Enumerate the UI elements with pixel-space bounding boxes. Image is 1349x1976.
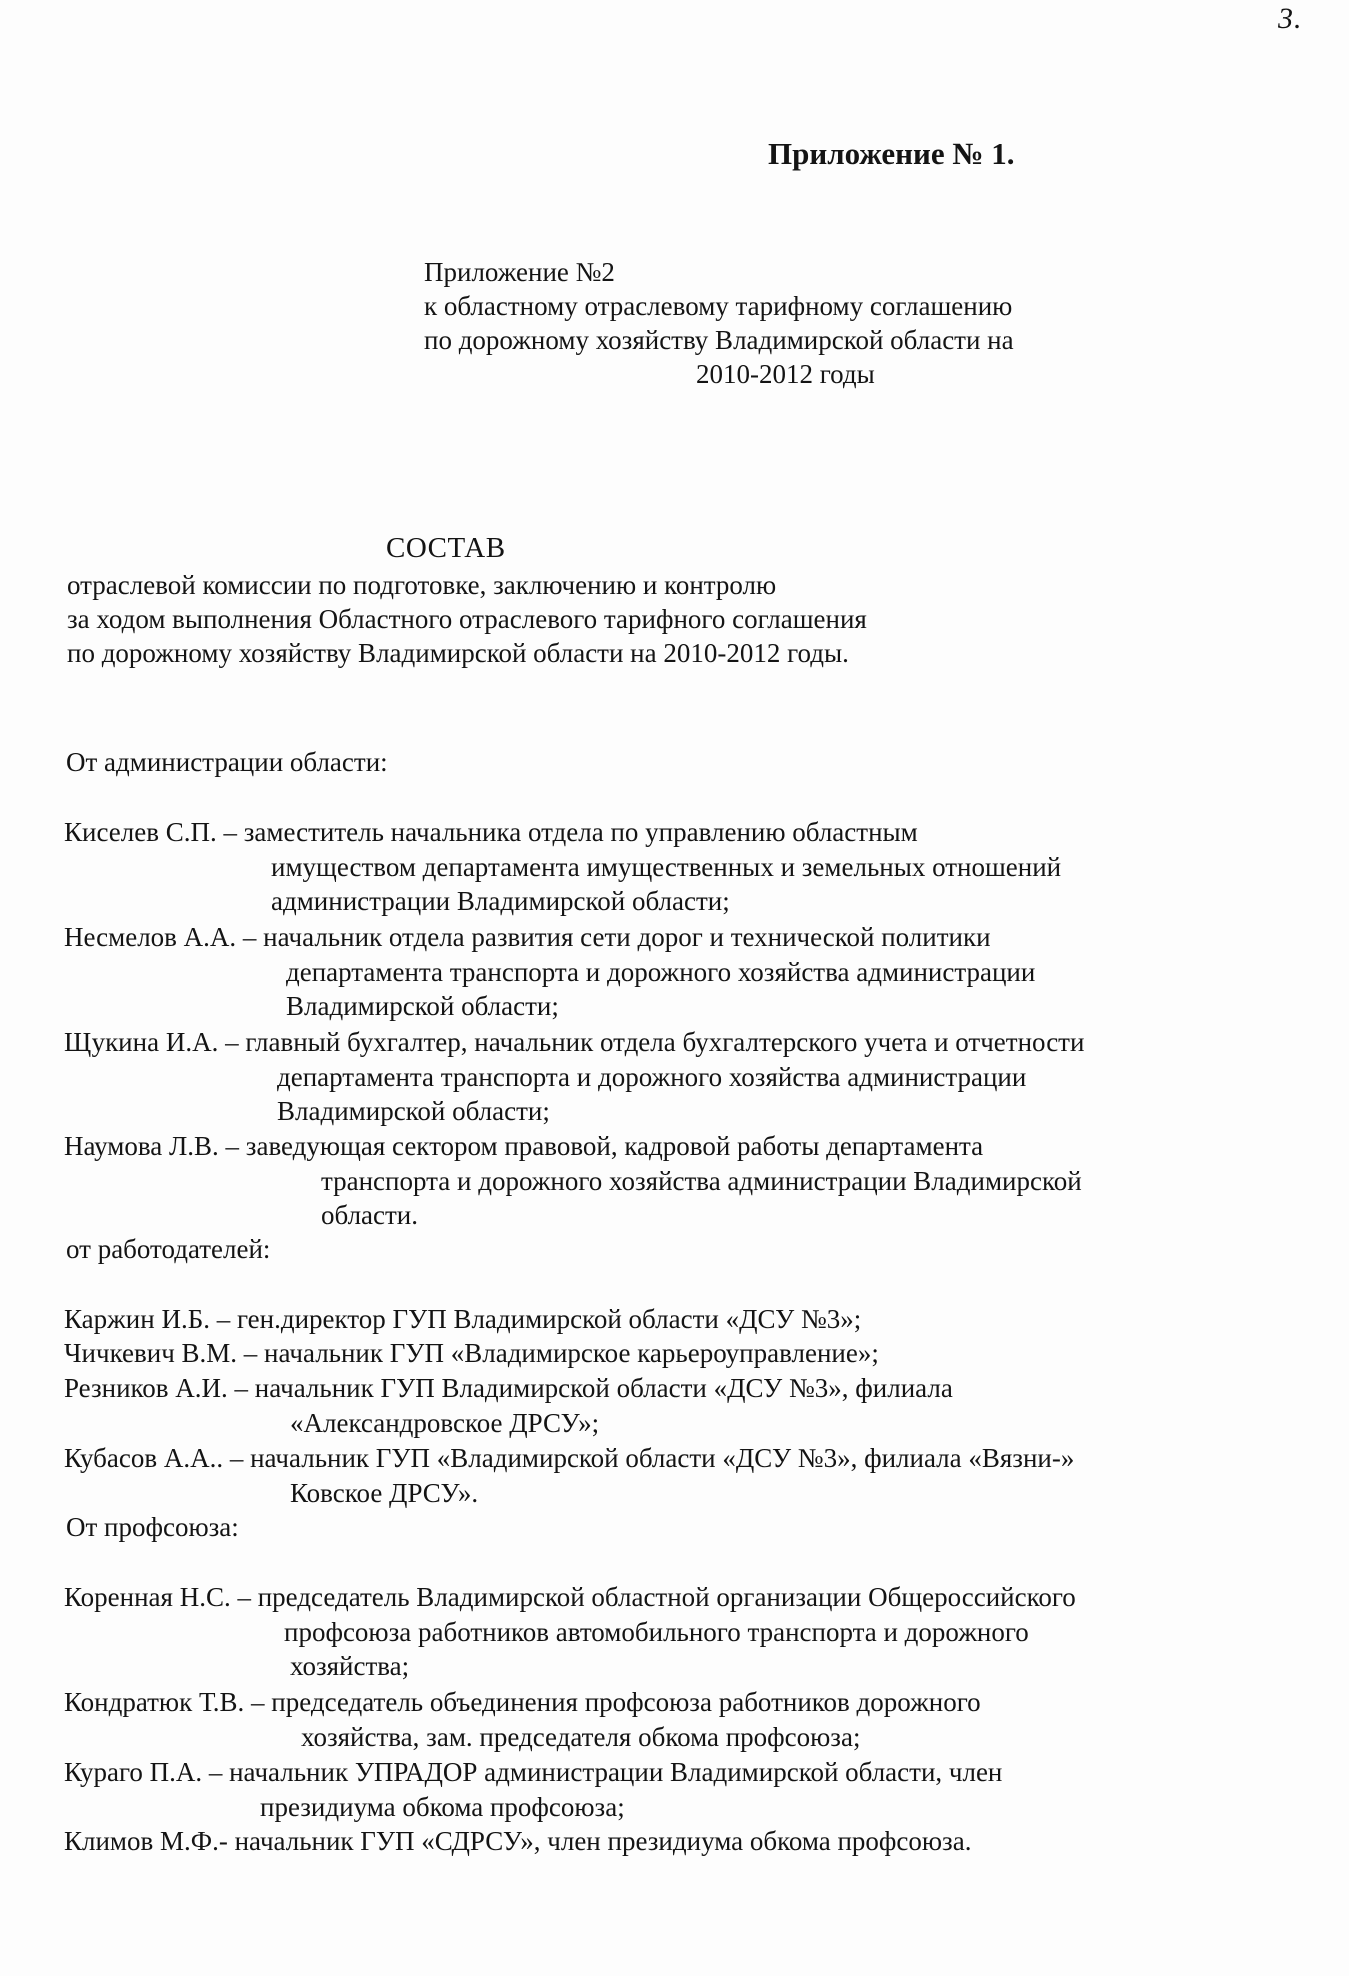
- member-entry: [64, 1129, 1082, 1233]
- member-line: президиума обкома профсоюза;: [260, 1791, 625, 1822]
- member-line: Владимирской области;: [277, 1096, 550, 1126]
- member-line: Кубасов А.А.. – начальник ГУП «Владимирской области «ДСУ №3», филиала «Вязни-»: [64, 1443, 1075, 1473]
- member-line: департамента транспорта и дорожного хозяйства администрации: [286, 956, 1036, 987]
- member-entry: [64, 1824, 971, 1859]
- subtitle-line: за ходом выполнения Областного отраслевого тарифного соглашения: [67, 604, 867, 634]
- member-entry: [64, 1302, 861, 1337]
- member-entry: [64, 815, 1061, 919]
- member-line: Ковское ДРСУ».: [290, 1477, 479, 1508]
- member-line: Каржин И.Б. – ген.директор ГУП Владимирской области «ДСУ №3»;: [64, 1304, 862, 1334]
- member-line: Владимирской области;: [286, 991, 559, 1021]
- member-line: хозяйства;: [290, 1651, 410, 1681]
- member-line: администрации Владимирской области;: [271, 886, 730, 916]
- appendix-1-heading: Приложение № 1.: [768, 136, 1015, 171]
- member-entry: [64, 1371, 953, 1440]
- member-entry: [64, 1441, 1074, 1510]
- member-entry: [64, 1336, 879, 1371]
- member-line: департамента транспорта и дорожного хозяйства администрации: [277, 1061, 1027, 1092]
- member-line: Резников А.И. – начальник ГУП Владимирской области «ДСУ №3», филиала: [64, 1373, 953, 1403]
- section-label-employers: от работодателей:: [66, 1234, 271, 1264]
- document-subtitle: [67, 568, 867, 670]
- member-line: «Александровское ДРСУ»;: [290, 1407, 600, 1438]
- appendix-2-line: Приложение №2: [424, 257, 615, 287]
- member-line: Кондратюк Т.В. – председатель объединения профсоюза работников дорожного: [64, 1687, 981, 1717]
- member-entry: [64, 1685, 981, 1754]
- member-line: транспорта и дорожного хозяйства администрации Владимирской: [321, 1165, 1082, 1196]
- appendix-2-line: 2010-2012 годы: [696, 359, 875, 389]
- section-label-trade-union: От профсоюза:: [66, 1512, 239, 1542]
- subtitle-line: по дорожному хозяйству Владимирской области на 2010-2012 годы.: [67, 638, 849, 668]
- member-entry: [64, 1580, 1076, 1684]
- member-line: Несмелов А.А. – начальник отдела развития сети дорог и технической политики: [64, 922, 991, 952]
- member-line: Щукина И.А. – главный бухгалтер, начальник отдела бухгалтерского учета и отчетности: [64, 1027, 1085, 1057]
- member-entry: [64, 1755, 1002, 1824]
- appendix-2-block: [424, 255, 1014, 391]
- member-line: Кураго П.А. – начальник УПРАДОР администрации Владимирской области, член: [64, 1757, 1003, 1787]
- page-number: 3.: [1278, 2, 1303, 35]
- subtitle-line: отраслевой комиссии по подготовке, заключению и контролю: [67, 570, 777, 600]
- member-line: Чичкевич В.М. – начальник ГУП «Владимирское карьероуправление»;: [64, 1338, 879, 1368]
- document-title: СОСТАВ: [386, 532, 506, 564]
- member-line: Киселев С.П. – заместитель начальника отдела по управлению областным: [64, 817, 918, 847]
- section-label-administration: От администрации области:: [66, 747, 388, 777]
- member-line: Наумова Л.В. – заведующая сектором правовой, кадровой работы департамента: [64, 1131, 984, 1161]
- member-line: профсоюза работников автомобильного транспорта и дорожного: [284, 1616, 1029, 1647]
- member-line: Коренная Н.С. – председатель Владимирской областной организации Общероссийского: [64, 1582, 1076, 1612]
- member-line: хозяйства, зам. председателя обкома профсоюза;: [301, 1721, 861, 1752]
- member-entry: [64, 920, 1035, 1024]
- member-line: области.: [321, 1200, 419, 1230]
- appendix-2-line: по дорожному хозяйству Владимирской области на: [424, 325, 1014, 355]
- member-entry: [64, 1025, 1084, 1129]
- member-line: Климов М.Ф.- начальник ГУП «СДРСУ», член президиума обкома профсоюза.: [64, 1826, 972, 1856]
- member-line: имуществом департамента имущественных и земельных отношений: [271, 851, 1062, 882]
- appendix-2-line: к областному отраслевому тарифному соглашению: [424, 291, 1013, 321]
